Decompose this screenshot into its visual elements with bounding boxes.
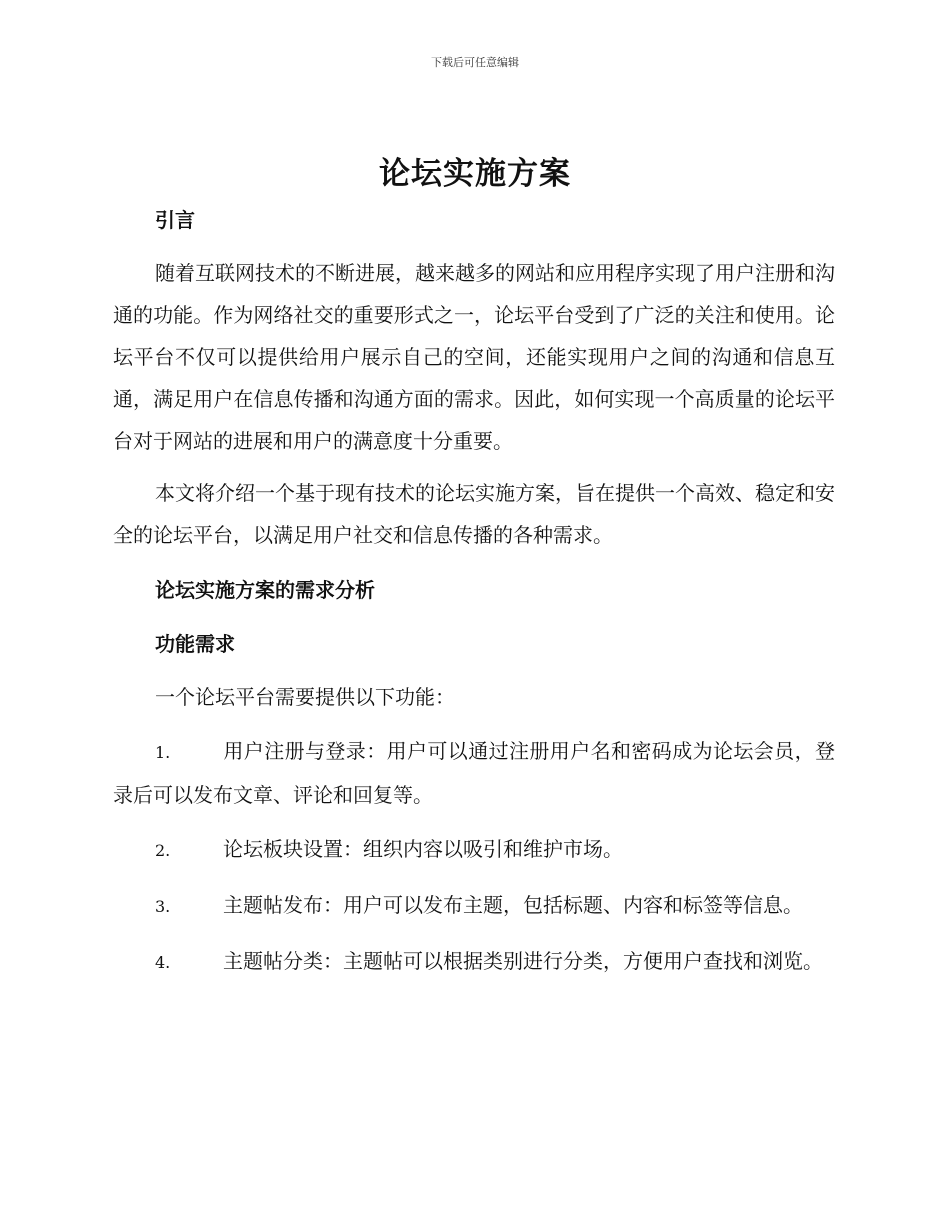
functional-requirements-heading: 功能需求 — [155, 632, 235, 656]
list-item-number: 2. — [155, 841, 171, 860]
functional-requirements-intro: 一个论坛平台需要提供以下功能： — [155, 685, 455, 709]
requirements-list — [113, 730, 835, 984]
list-item — [113, 940, 835, 984]
header-note: 下载后可任意编辑 — [431, 56, 519, 69]
list-item-text: 用户注册与登录：用户可以通过注册用户名和密码成为论坛会员，登录后可以发布文章、评论和回复等。 — [113, 739, 835, 807]
list-item-text: 主题帖分类：主题帖可以根据类别进行分类，方便用户查找和浏览。 — [223, 949, 823, 973]
list-item-number: 4. — [155, 953, 171, 972]
list-item-text: 论坛板块设置：组织内容以吸引和维护市场。 — [223, 837, 623, 861]
intro-paragraph-1: 随着互联网技术的不断进展，越来越多的网站和应用程序实现了用户注册和沟通的功能。作为网络社交的重要形式之一，论坛平台受到了广泛的关注和使用。论坛平台不仅可以提供给用户展示自己的空间，还能实现用户之间的沟通和信息互通，满足用户在信息传播和沟通方面的需求。因此，如何实现一个高质量的论坛平台对于网站的进展和用户的满意度十分重要。 — [113, 261, 835, 453]
intro-heading: 引言 — [155, 208, 195, 232]
list-item — [113, 884, 835, 928]
document-title: 论坛实施方案 — [379, 156, 571, 192]
document-body — [113, 200, 835, 984]
list-item — [113, 730, 835, 816]
list-item-number: 1. — [155, 743, 171, 762]
requirements-analysis-heading: 论坛实施方案的需求分析 — [155, 578, 375, 602]
list-item — [113, 828, 835, 872]
list-item-number: 3. — [155, 897, 171, 916]
list-item-text: 主题帖发布：用户可以发布主题，包括标题、内容和标签等信息。 — [223, 893, 803, 917]
intro-paragraph-2: 本文将介绍一个基于现有技术的论坛实施方案，旨在提供一个高效、稳定和安全的论坛平台，以满足用户社交和信息传播的各种需求。 — [113, 481, 835, 547]
